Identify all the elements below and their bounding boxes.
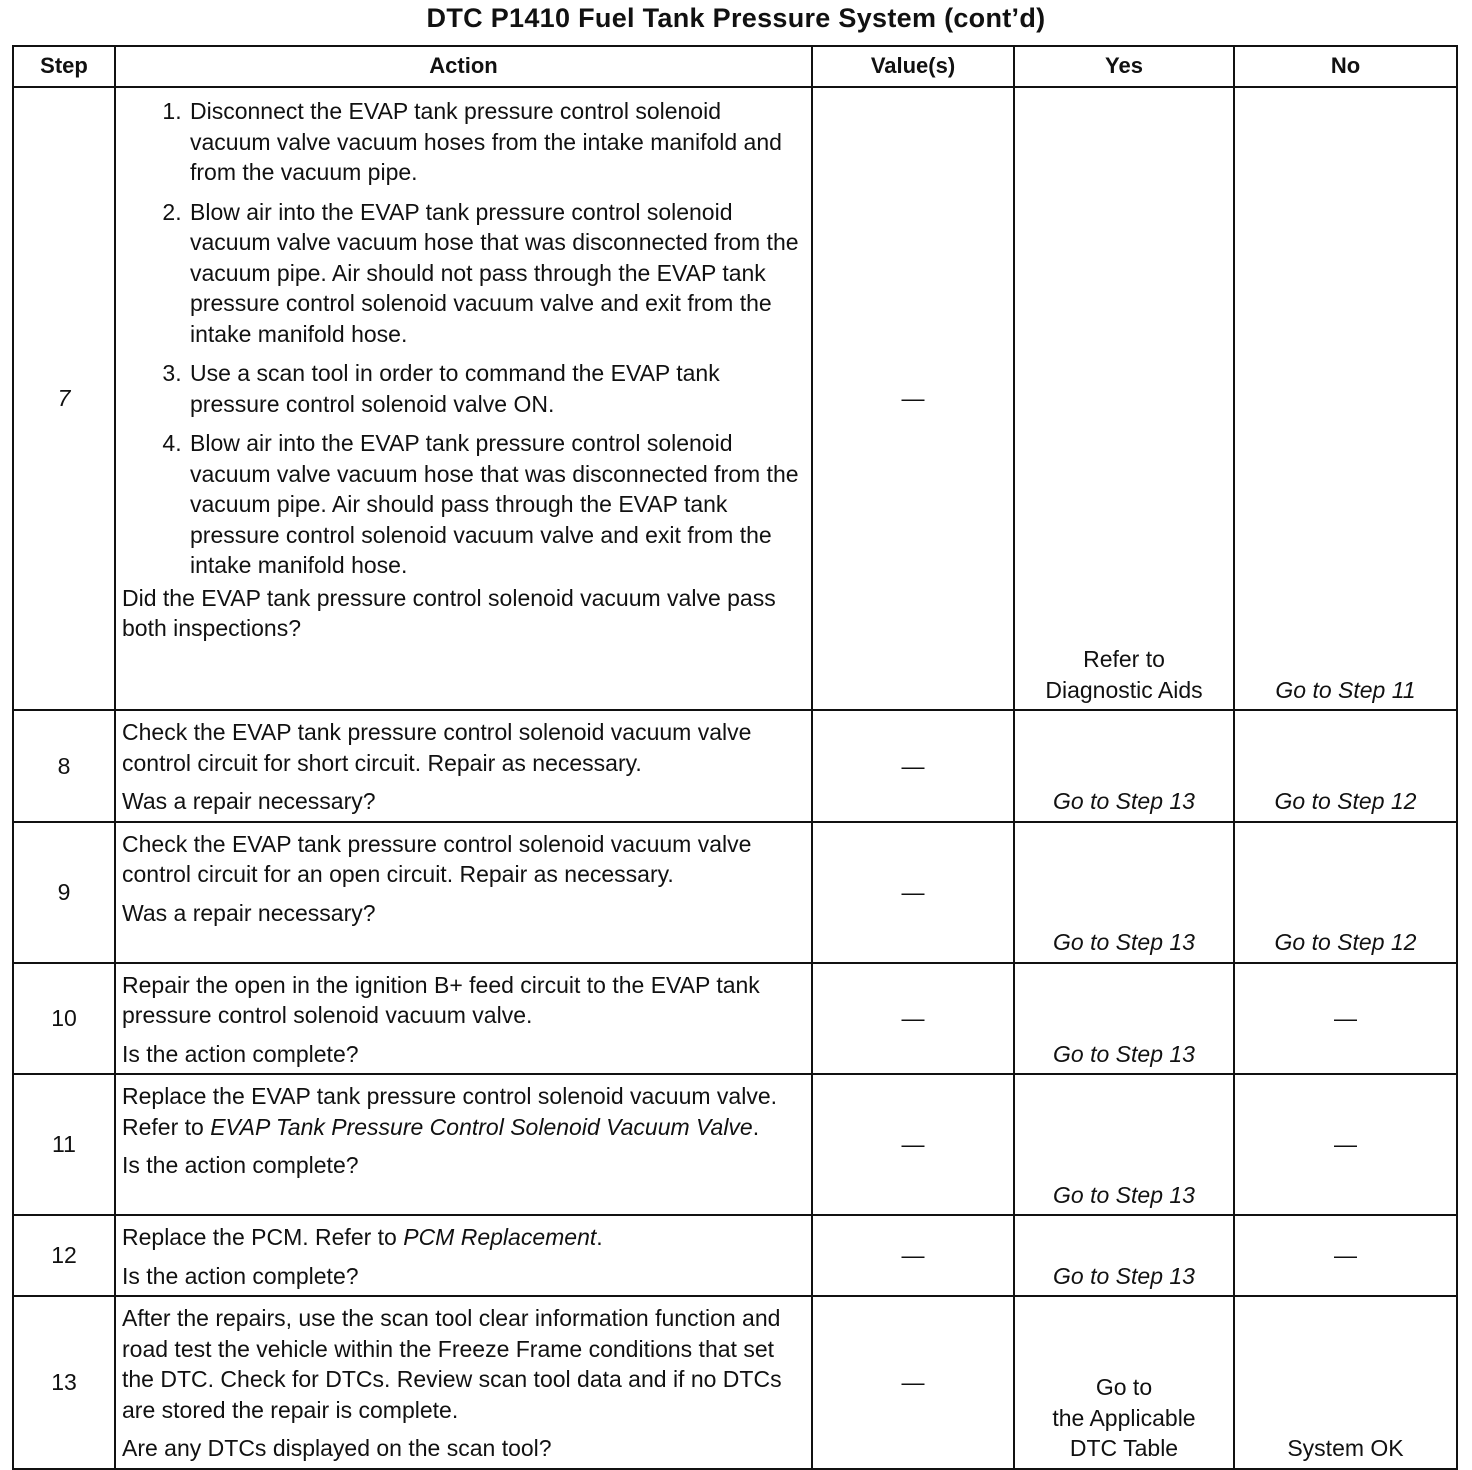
step-cell xyxy=(13,87,115,710)
question-text: Are any DTCs displayed on the scan tool? xyxy=(122,1435,552,1461)
header-row xyxy=(13,46,1457,87)
yes-cell: Go to Step 13 xyxy=(1014,822,1234,963)
step-cell: 12 xyxy=(13,1215,115,1296)
action-text-post: . xyxy=(752,1113,760,1140)
header-no: No xyxy=(1234,46,1457,87)
diagnostic-table xyxy=(12,45,1458,1470)
header-action: Action xyxy=(115,46,812,87)
no-cell: Go to Step 12 xyxy=(1234,710,1457,822)
no-cell: — xyxy=(1234,963,1457,1075)
value-cell: — xyxy=(812,963,1014,1075)
reference-link[interactable]: PCM Replacement xyxy=(403,1224,597,1250)
table-row xyxy=(13,1074,1457,1215)
action-cell xyxy=(115,1215,812,1296)
action-cell xyxy=(115,87,812,710)
action-text: Check the EVAP tank pressure control solenoid vacuum valve control circuit for an open circuit. Repair as necessary. xyxy=(122,830,752,887)
step-cell: 8 xyxy=(13,710,115,822)
value-cell: — xyxy=(812,822,1014,963)
action-text: After the repairs, use the scan tool clear information function and road test the vehicle within the Freeze Frame conditions that set the DTC. Check for DTCs. Review scan tool data and if no DTCs are stored the repair is complete. xyxy=(122,1305,782,1423)
step-cell: 11 xyxy=(13,1074,115,1215)
question-text: Is the action complete? xyxy=(122,1040,359,1067)
action-cell xyxy=(115,1296,812,1469)
yes-line: the Applicable xyxy=(1052,1404,1196,1431)
step-cell: 10 xyxy=(13,963,115,1075)
yes-cell: Go to Step 13 xyxy=(1014,1074,1234,1215)
action-cell xyxy=(115,822,812,963)
action-cell xyxy=(115,710,812,822)
yes-cell: Go to Step 13 xyxy=(1014,1215,1234,1296)
yes-cell xyxy=(1014,1296,1234,1469)
step-cell: 13 xyxy=(13,1296,115,1469)
no-cell: System OK xyxy=(1234,1296,1457,1469)
action-text-pre: Replace the EVAP tank pressure control solenoid vacuum valve. Refer to xyxy=(122,1083,778,1140)
page-title: DTC P1410 Fuel Tank Pressure System (cont’d) xyxy=(426,3,1046,33)
list-item: 1. Disconnect the EVAP tank pressure control solenoid vacuum valve vacuum hoses from the intake manifold and from the vacuum pipe. xyxy=(188,96,805,188)
yes-cell xyxy=(1014,87,1234,710)
yes-cell: Go to Step 13 xyxy=(1014,710,1234,822)
header-values: Value(s) xyxy=(812,46,1014,87)
header-step: Step xyxy=(13,46,115,87)
table-row xyxy=(13,1296,1457,1469)
table-row xyxy=(13,822,1457,963)
action-text: Repair the open in the ignition B+ feed circuit to the EVAP tank pressure control solenoid vacuum valve. xyxy=(122,971,760,1028)
question-text: Was a repair necessary? xyxy=(122,788,376,814)
table-row xyxy=(13,963,1457,1075)
yes-line: Diagnostic Aids xyxy=(1045,676,1203,703)
value-cell: — xyxy=(812,710,1014,822)
table-row xyxy=(13,1215,1457,1296)
value-cell: — xyxy=(812,1074,1014,1215)
action-text-pre: Replace the PCM. Refer to xyxy=(122,1224,404,1250)
action-cell xyxy=(115,963,812,1075)
action-text xyxy=(122,1222,805,1253)
list-item: 2. Blow air into the EVAP tank pressure control solenoid vacuum valve vacuum hose that was disconnected from the vacuum pipe. Air should not pass through the EVAP tank pressure control solenoid vacuum valve and exit from the intake manifold hose. xyxy=(188,197,805,350)
question-text: Is the action complete? xyxy=(122,1152,359,1178)
action-text: Check the EVAP tank pressure control solenoid vacuum valve control circuit for short circuit. Repair as necessary. xyxy=(122,719,752,776)
table-row xyxy=(13,87,1457,710)
list-item: 3. Use a scan tool in order to command the EVAP tank pressure control solenoid valve ON. xyxy=(188,358,805,419)
reference-link[interactable]: EVAP Tank Pressure Control Solenoid Vacuum Valve xyxy=(210,1113,753,1140)
action-text-post: . xyxy=(596,1224,603,1250)
header-yes: Yes xyxy=(1014,46,1234,87)
step-number: 7 xyxy=(57,385,71,412)
action-cell xyxy=(115,1074,812,1215)
yes-line: Refer to xyxy=(1083,646,1165,672)
no-cell: Go to Step 11 xyxy=(1234,87,1457,710)
action-text xyxy=(122,1081,805,1142)
question-text: Is the action complete? xyxy=(122,1262,359,1289)
value-cell: — xyxy=(812,1215,1014,1296)
value-cell: — xyxy=(812,1296,1014,1469)
yes-line: DTC Table xyxy=(1069,1435,1179,1461)
yes-line: Go to xyxy=(1095,1374,1153,1400)
step-cell: 9 xyxy=(13,822,115,963)
question-text: Was a repair necessary? xyxy=(122,899,376,926)
list-item: 4. Blow air into the EVAP tank pressure control solenoid vacuum valve vacuum hose that was disconnected from the vacuum pipe. Air should pass through the EVAP tank pressure control solenoid vacuum valve and exit from the intake manifold hose. xyxy=(188,428,805,581)
no-cell: — xyxy=(1234,1074,1457,1215)
value-cell: — xyxy=(812,87,1014,710)
no-cell: Go to Step 12 xyxy=(1234,822,1457,963)
question-text: Did the EVAP tank pressure control solenoid vacuum valve pass both inspections? xyxy=(122,584,776,641)
table-row xyxy=(13,710,1457,822)
yes-cell: Go to Step 13 xyxy=(1014,963,1234,1075)
no-cell: — xyxy=(1234,1215,1457,1296)
procedure-list xyxy=(122,96,805,581)
